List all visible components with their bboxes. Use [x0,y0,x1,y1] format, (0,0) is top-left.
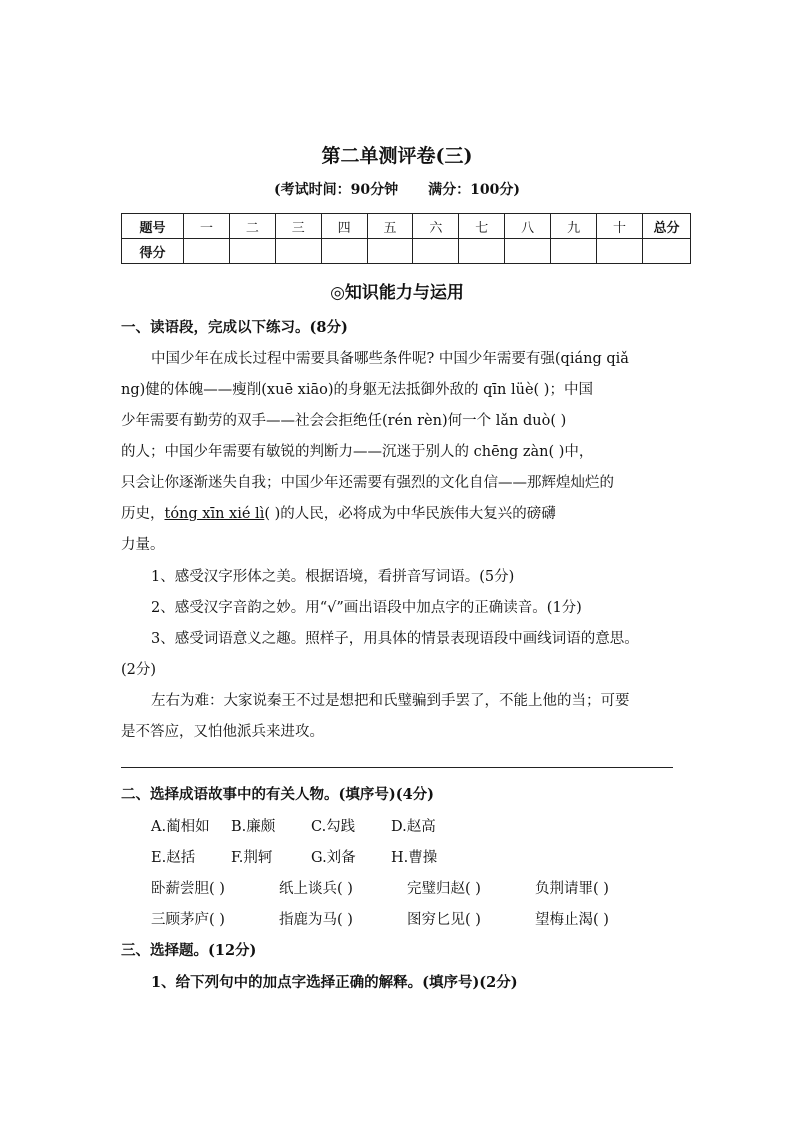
option-item: G.刘备 [311,850,356,866]
score-table-cell: 四 [321,214,367,239]
question-1-title: 一、读语段，完成以下练习。(8分) [121,319,348,336]
idiom-blank[interactable]: 纸上谈兵( ) [279,881,353,897]
page-title: 第二单测评卷(三) [321,145,473,167]
idiom-blank[interactable]: 望梅止渴( ) [535,912,609,928]
sub-question-1: 1、感受汉字形体之美。根据语境，看拼音写词语。(5分) [151,569,515,585]
idiom-blank[interactable]: 卧薪尝胆( ) [151,881,225,897]
passage-text: ( )的人民，必将成为中华民族伟大复兴的磅礴 [264,506,556,522]
score-table-cell: 十 [597,214,643,239]
options-row [151,846,471,867]
score-entry-cell[interactable] [551,239,597,264]
option-item: B.廉颇 [231,819,276,835]
passage-line: 的人；中国少年需要有敏锐的判断力——沉迷于别人的 chēng zàn( )中， [121,444,594,460]
exam-info [0,179,794,199]
section-title: ◎知识能力与运用 [330,283,464,303]
passage-line: ng)健的体魄——瘦削(xuē xiāo)的身躯无法抵御外敌的 qīn lüè( )；中国 [121,382,593,398]
example-line: 左右为难：大家说秦王不过是想把和氏璧骗到手罢了，不能上他的当；可要 [151,693,630,709]
idiom-blank[interactable]: 三顾茅庐( ) [151,912,225,928]
exam-score: 满分：100分) [428,182,520,198]
score-table-cell: 八 [505,214,551,239]
option-item: C.勾践 [311,819,356,835]
options-row [151,815,471,836]
score-entry-cell[interactable] [184,239,230,264]
score-entry-cell[interactable] [459,239,505,264]
score-table-cell: 七 [459,214,505,239]
exam-time: (考试时间：90分钟 [274,182,399,198]
passage-line: 只会让你逐渐迷失自我；中国少年还需要有强烈的文化自信——那辉煌灿烂的 [121,475,614,491]
option-item: H.曹操 [391,850,438,866]
passage-line: 力量。 [121,537,165,553]
sub-question-3: 3、感受词语意义之趣。照样子，用具体的情景表现语段中画线词语的意思。 [151,631,639,647]
sub-question-3-points: (2分) [121,662,157,678]
option-item: E.赵括 [151,850,196,866]
idiom-blank[interactable]: 完璧归赵( ) [407,881,481,897]
passage-line [121,502,556,523]
score-table-cell: 九 [551,214,597,239]
score-entry-cell[interactable] [367,239,413,264]
score-table [121,213,691,264]
score-entry-cell[interactable] [643,239,691,264]
score-table-cell: 三 [275,214,321,239]
example-line: 是不答应，又怕他派兵来进攻。 [121,724,324,740]
sub-question-2: 2、感受汉字音韵之妙。用“√”画出语段中加点字的正确读音。(1分) [151,600,582,616]
idiom-blank[interactable]: 指鹿为马( ) [279,912,353,928]
score-table-cell: 六 [413,214,459,239]
option-item: A.蔺相如 [151,819,210,835]
option-item: D.赵高 [391,819,436,835]
score-entry-cell[interactable] [275,239,321,264]
underlined-pinyin: tóng xīn xié lì [164,506,265,522]
question-3-title: 三、选择题。(12分) [121,942,257,959]
idiom-row [151,877,663,898]
score-row-label: 得分 [122,239,184,264]
passage-line: 少年需要有勤劳的双手——社会会拒绝任(rén rèn)何一个 lǎn duò( ) [121,413,567,429]
score-table-cell: 一 [184,214,230,239]
option-item: F.荆轲 [231,850,273,866]
score-table-header-row [122,214,691,239]
question-3-sub-1: 1、给下列句中的加点字选择正确的解释。(填序号)(2分) [151,974,518,991]
idiom-blank[interactable]: 负荆请罪( ) [535,881,609,897]
passage-line: 中国少年在成长过程中需要具备哪些条件呢? 中国少年需要有强(qiáng qiǎ [151,351,629,367]
idiom-row [151,908,663,929]
score-table-cell: 五 [367,214,413,239]
score-entry-cell[interactable] [597,239,643,264]
question-2-title: 二、选择成语故事中的有关人物。(填序号)(4分) [121,786,435,803]
score-table-score-row [122,239,691,264]
score-table-cell: 二 [229,214,275,239]
answer-line[interactable] [121,767,673,768]
idiom-blank[interactable]: 图穷匕见( ) [407,912,481,928]
score-table-cell: 题号 [122,214,184,239]
passage-text: 历史， [121,506,165,522]
score-table-cell: 总分 [643,214,691,239]
score-entry-cell[interactable] [229,239,275,264]
score-entry-cell[interactable] [413,239,459,264]
score-entry-cell[interactable] [321,239,367,264]
score-entry-cell[interactable] [505,239,551,264]
